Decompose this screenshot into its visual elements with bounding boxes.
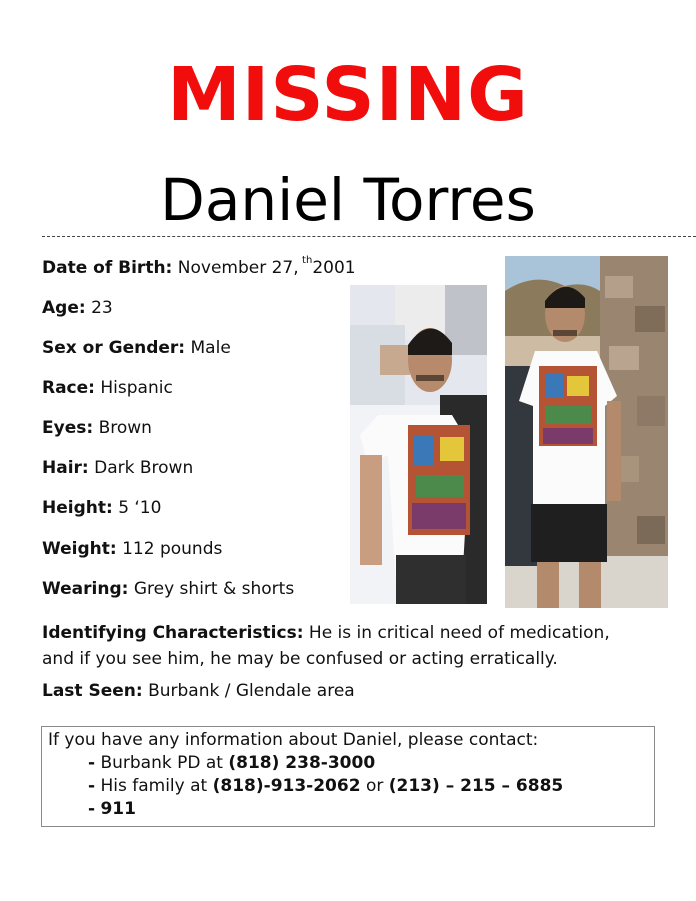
dob-suffix: th bbox=[302, 255, 313, 266]
race-row bbox=[42, 376, 173, 400]
burbank-pd-prefix: Burbank PD at bbox=[100, 753, 229, 773]
bullet: - bbox=[88, 799, 96, 819]
height-value: 5 ‘10 bbox=[118, 498, 162, 518]
person-name: Daniel Torres bbox=[160, 166, 536, 234]
missing-heading: MISSING bbox=[167, 52, 529, 138]
age-label: Age: bbox=[42, 298, 86, 318]
ident-value: He is in critical need of medication, and if you see him, he may be confused or acting erratically. bbox=[42, 623, 610, 669]
hair-label: Hair: bbox=[42, 458, 89, 478]
family-phone-1: (818)-913-2062 bbox=[212, 776, 361, 796]
last-seen-value: Burbank / Glendale area bbox=[148, 681, 355, 701]
bullet: - bbox=[88, 753, 96, 773]
age-row bbox=[42, 296, 113, 320]
race-value: Hispanic bbox=[100, 378, 173, 398]
contact-box bbox=[41, 726, 655, 827]
contact-family bbox=[48, 775, 648, 798]
weight-row bbox=[42, 537, 222, 561]
contact-intro: If you have any information about Daniel, please contact: bbox=[48, 730, 539, 750]
contact-911 bbox=[48, 798, 648, 821]
hair-row bbox=[42, 456, 193, 480]
dob-value-a: November 27, bbox=[177, 258, 305, 278]
hair-value: Dark Brown bbox=[94, 458, 194, 478]
ident-label: Identifying Characteristics: bbox=[42, 623, 304, 643]
divider-line bbox=[42, 236, 696, 237]
sex-value: Male bbox=[190, 338, 231, 358]
identifying-characteristics bbox=[42, 620, 642, 672]
sex-label: Sex or Gender: bbox=[42, 338, 186, 358]
age-value: 23 bbox=[91, 298, 113, 318]
weight-value: 112 pounds bbox=[122, 539, 223, 559]
emergency-number: 911 bbox=[100, 799, 136, 819]
burbank-pd-phone: (818) 238-3000 bbox=[228, 753, 376, 773]
eyes-value: Brown bbox=[98, 418, 152, 438]
dob-label: Date of Birth: bbox=[42, 258, 173, 278]
race-label: Race: bbox=[42, 378, 95, 398]
height-label: Height: bbox=[42, 498, 113, 518]
dob-row bbox=[42, 256, 356, 283]
photo-selfie-image bbox=[350, 285, 487, 604]
bullet: - bbox=[88, 776, 96, 796]
dob-value-b: 2001 bbox=[312, 258, 356, 278]
contact-burbank-pd bbox=[48, 752, 648, 775]
last-seen-label: Last Seen: bbox=[42, 681, 143, 701]
wearing-value: Grey shirt & shorts bbox=[133, 579, 295, 599]
family-or: or bbox=[360, 776, 389, 796]
eyes-label: Eyes: bbox=[42, 418, 94, 438]
family-phone-2: (213) – 215 – 6885 bbox=[388, 776, 564, 796]
height-row bbox=[42, 496, 161, 520]
photo-selfie bbox=[350, 285, 487, 604]
eyes-row bbox=[42, 416, 152, 440]
photo-standing-image bbox=[505, 256, 668, 608]
last-seen-row bbox=[42, 679, 355, 703]
sex-row bbox=[42, 336, 231, 360]
wearing-row bbox=[42, 577, 294, 601]
weight-label: Weight: bbox=[42, 539, 117, 559]
family-prefix: His family at bbox=[100, 776, 213, 796]
wearing-label: Wearing: bbox=[42, 579, 129, 599]
photo-standing bbox=[505, 256, 668, 608]
